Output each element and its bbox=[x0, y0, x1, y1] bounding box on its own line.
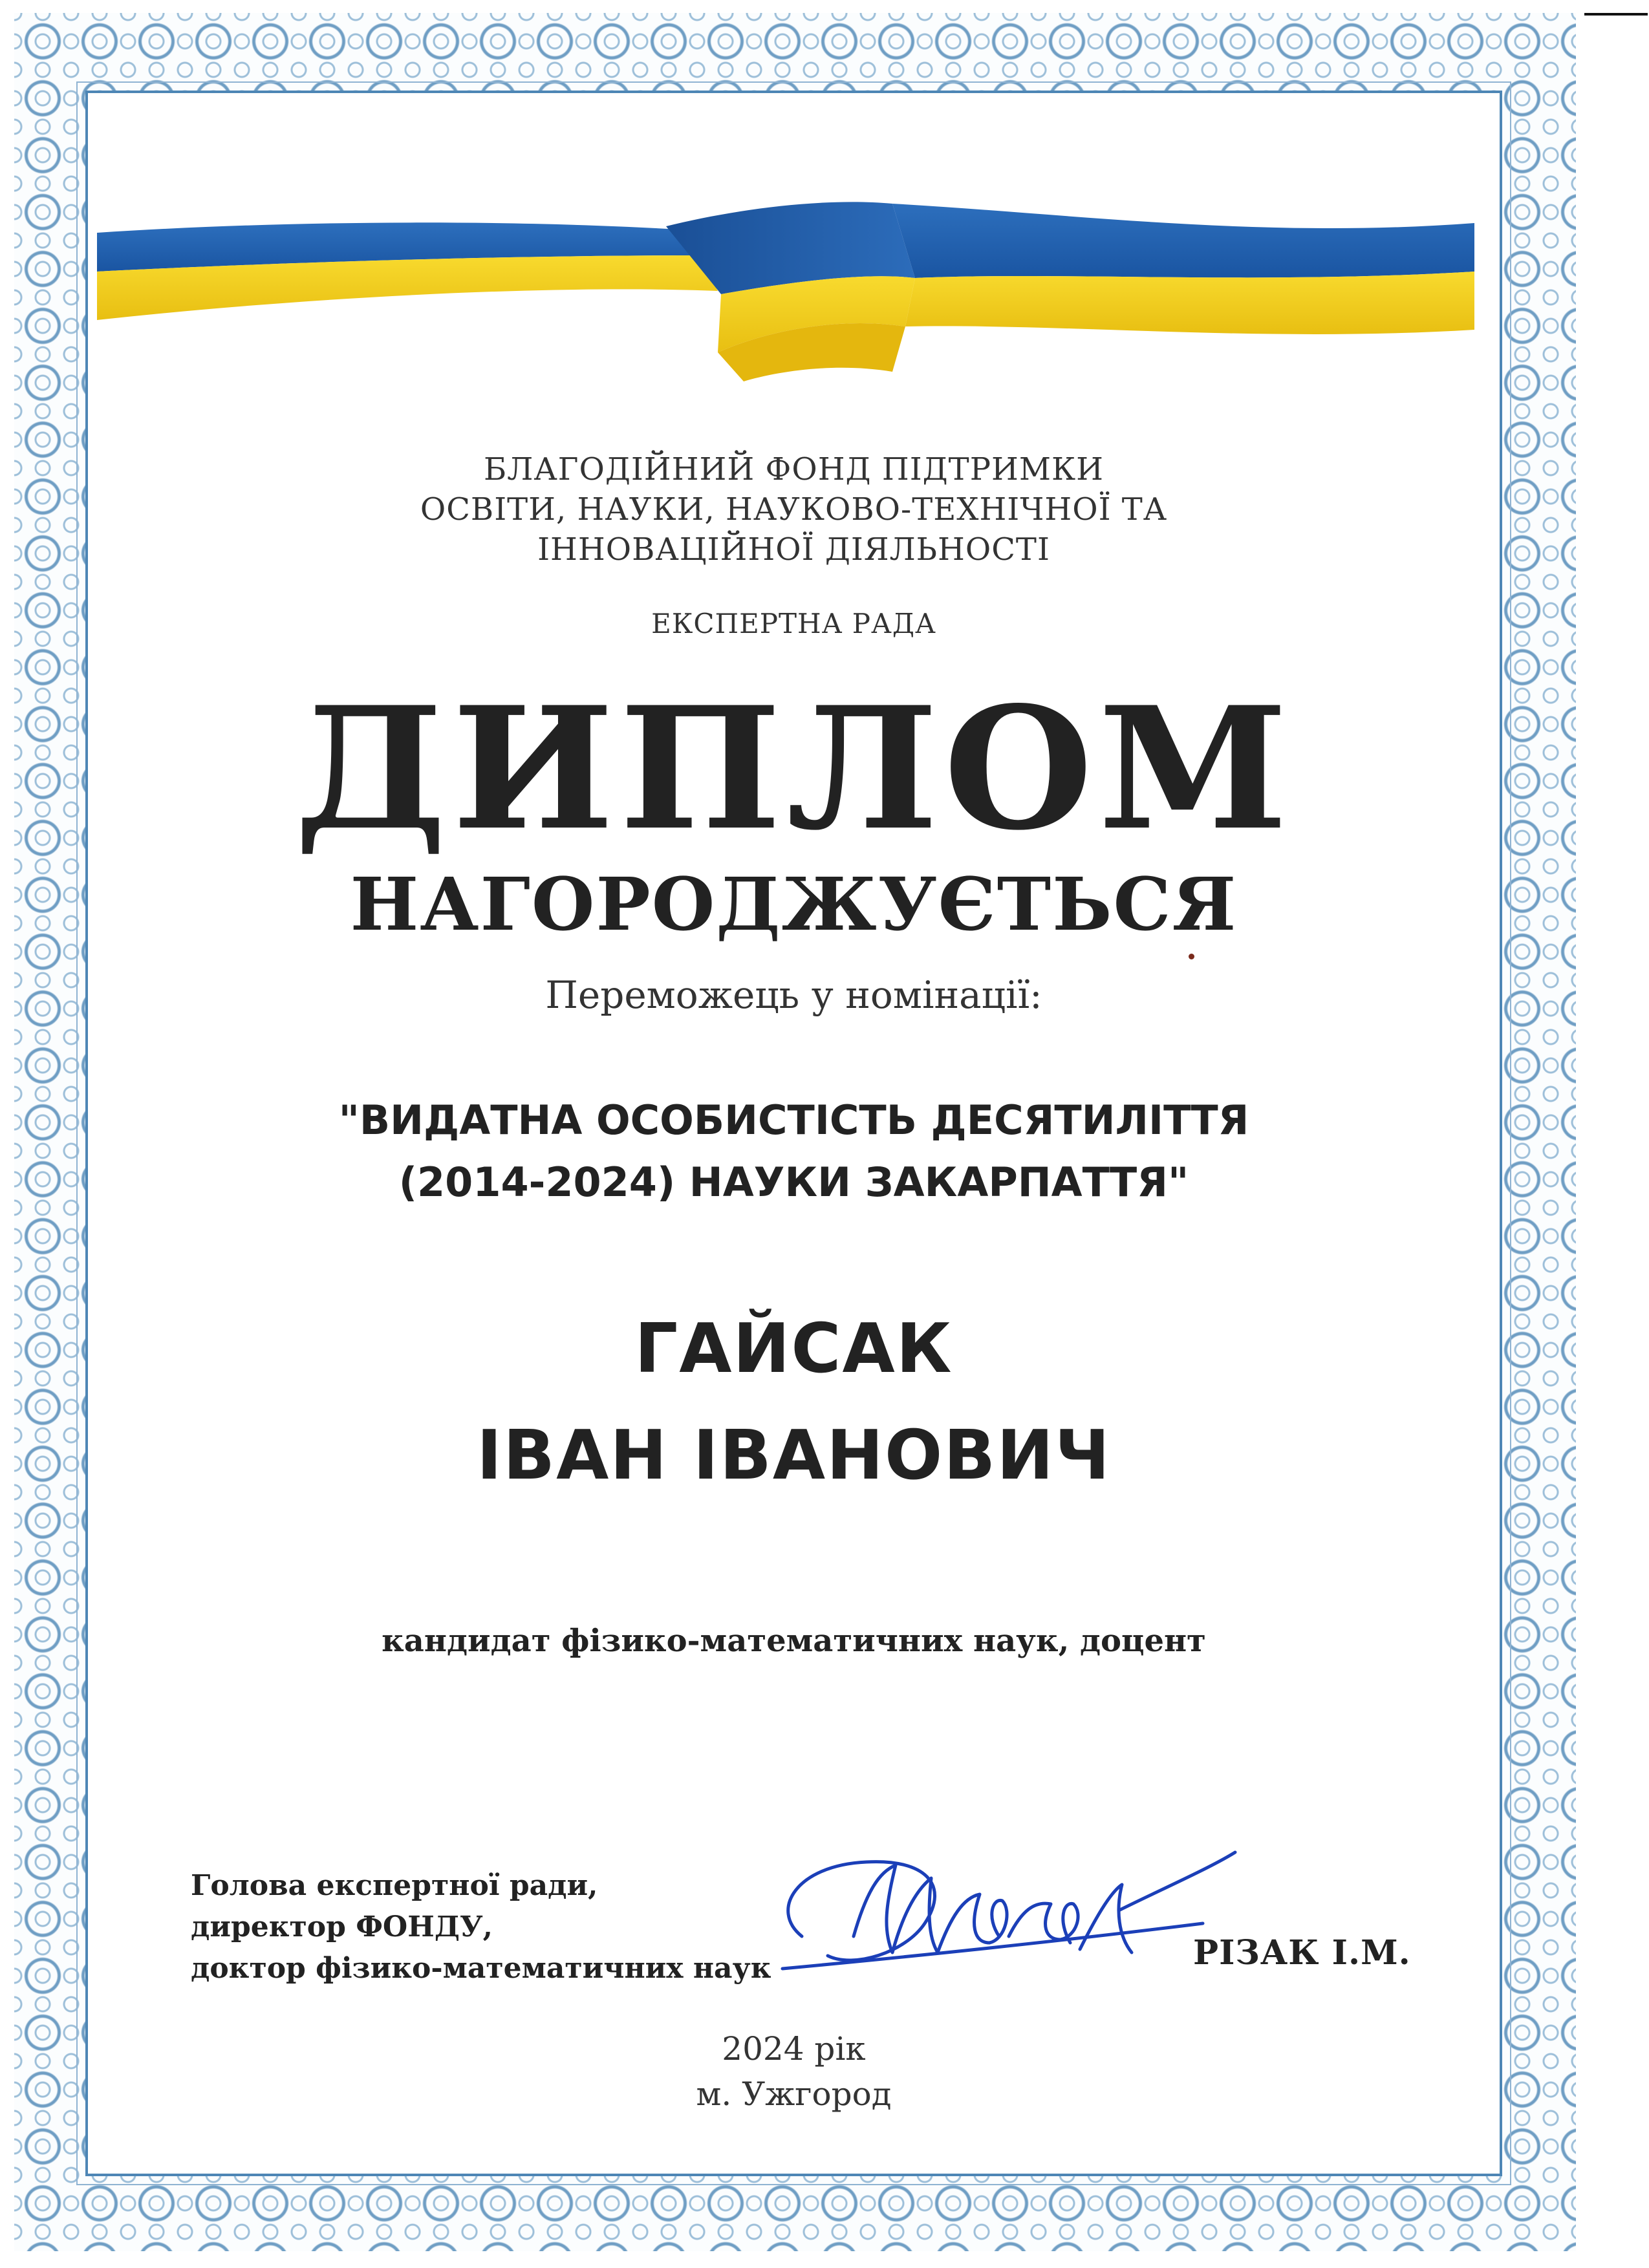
signatory-role-line-2: директор ФОНДУ, bbox=[191, 1910, 493, 1943]
handwritten-signature bbox=[757, 1839, 1248, 1995]
recipient-given-names: ІВАН ІВАНОВИЧ bbox=[476, 1416, 1112, 1495]
signatory-role bbox=[191, 1865, 805, 1989]
ukrainian-flag-ribbon bbox=[97, 158, 1474, 417]
diploma-title: ДИПЛОМ bbox=[294, 670, 1293, 868]
issue-city: м. Ужгород bbox=[696, 2075, 892, 2113]
org-line-1: БЛАГОДІЙНИЙ ФОНД ПІДТРИМКИ bbox=[484, 451, 1104, 487]
signatory-role-line-3: доктор фізико-математичних наук bbox=[191, 1952, 771, 1985]
scan-edge-mark bbox=[1584, 13, 1648, 16]
recipient-degree: кандидат фізико-математичних наук, доцент bbox=[382, 1623, 1206, 1659]
nomination-line-2: (2014-2024) НАУКИ ЗАКАРПАТТЯ" bbox=[398, 1159, 1189, 1206]
awarded-heading: НАГОРОДЖУЄТЬСЯ bbox=[350, 862, 1238, 947]
ink-speck bbox=[1189, 954, 1194, 959]
org-line-2: ОСВІТИ, НАУКИ, НАУКОВО-ТЕХНІЧНОЇ ТА bbox=[420, 491, 1168, 528]
recipient-surname: ГАЙСАК bbox=[634, 1309, 953, 1388]
signatory-role-line-1: Голова експертної ради, bbox=[191, 1869, 598, 1902]
organization-name bbox=[91, 449, 1497, 570]
expert-council-label: ЕКСПЕРТНА РАДА bbox=[651, 608, 936, 639]
nomination-title bbox=[91, 1089, 1497, 1214]
winner-line: Переможець у номінації: bbox=[545, 973, 1042, 1017]
nomination-line-1: "ВИДАТНА ОСОБИСТІСТЬ ДЕСЯТИЛІТТЯ bbox=[338, 1097, 1249, 1144]
issue-year: 2024 рік bbox=[722, 2030, 866, 2068]
signatory-name: РІЗАК І.М. bbox=[1193, 1933, 1411, 1973]
org-line-3: ІННОВАЦІЙНОЇ ДІЯЛЬНОСТІ bbox=[537, 531, 1050, 568]
